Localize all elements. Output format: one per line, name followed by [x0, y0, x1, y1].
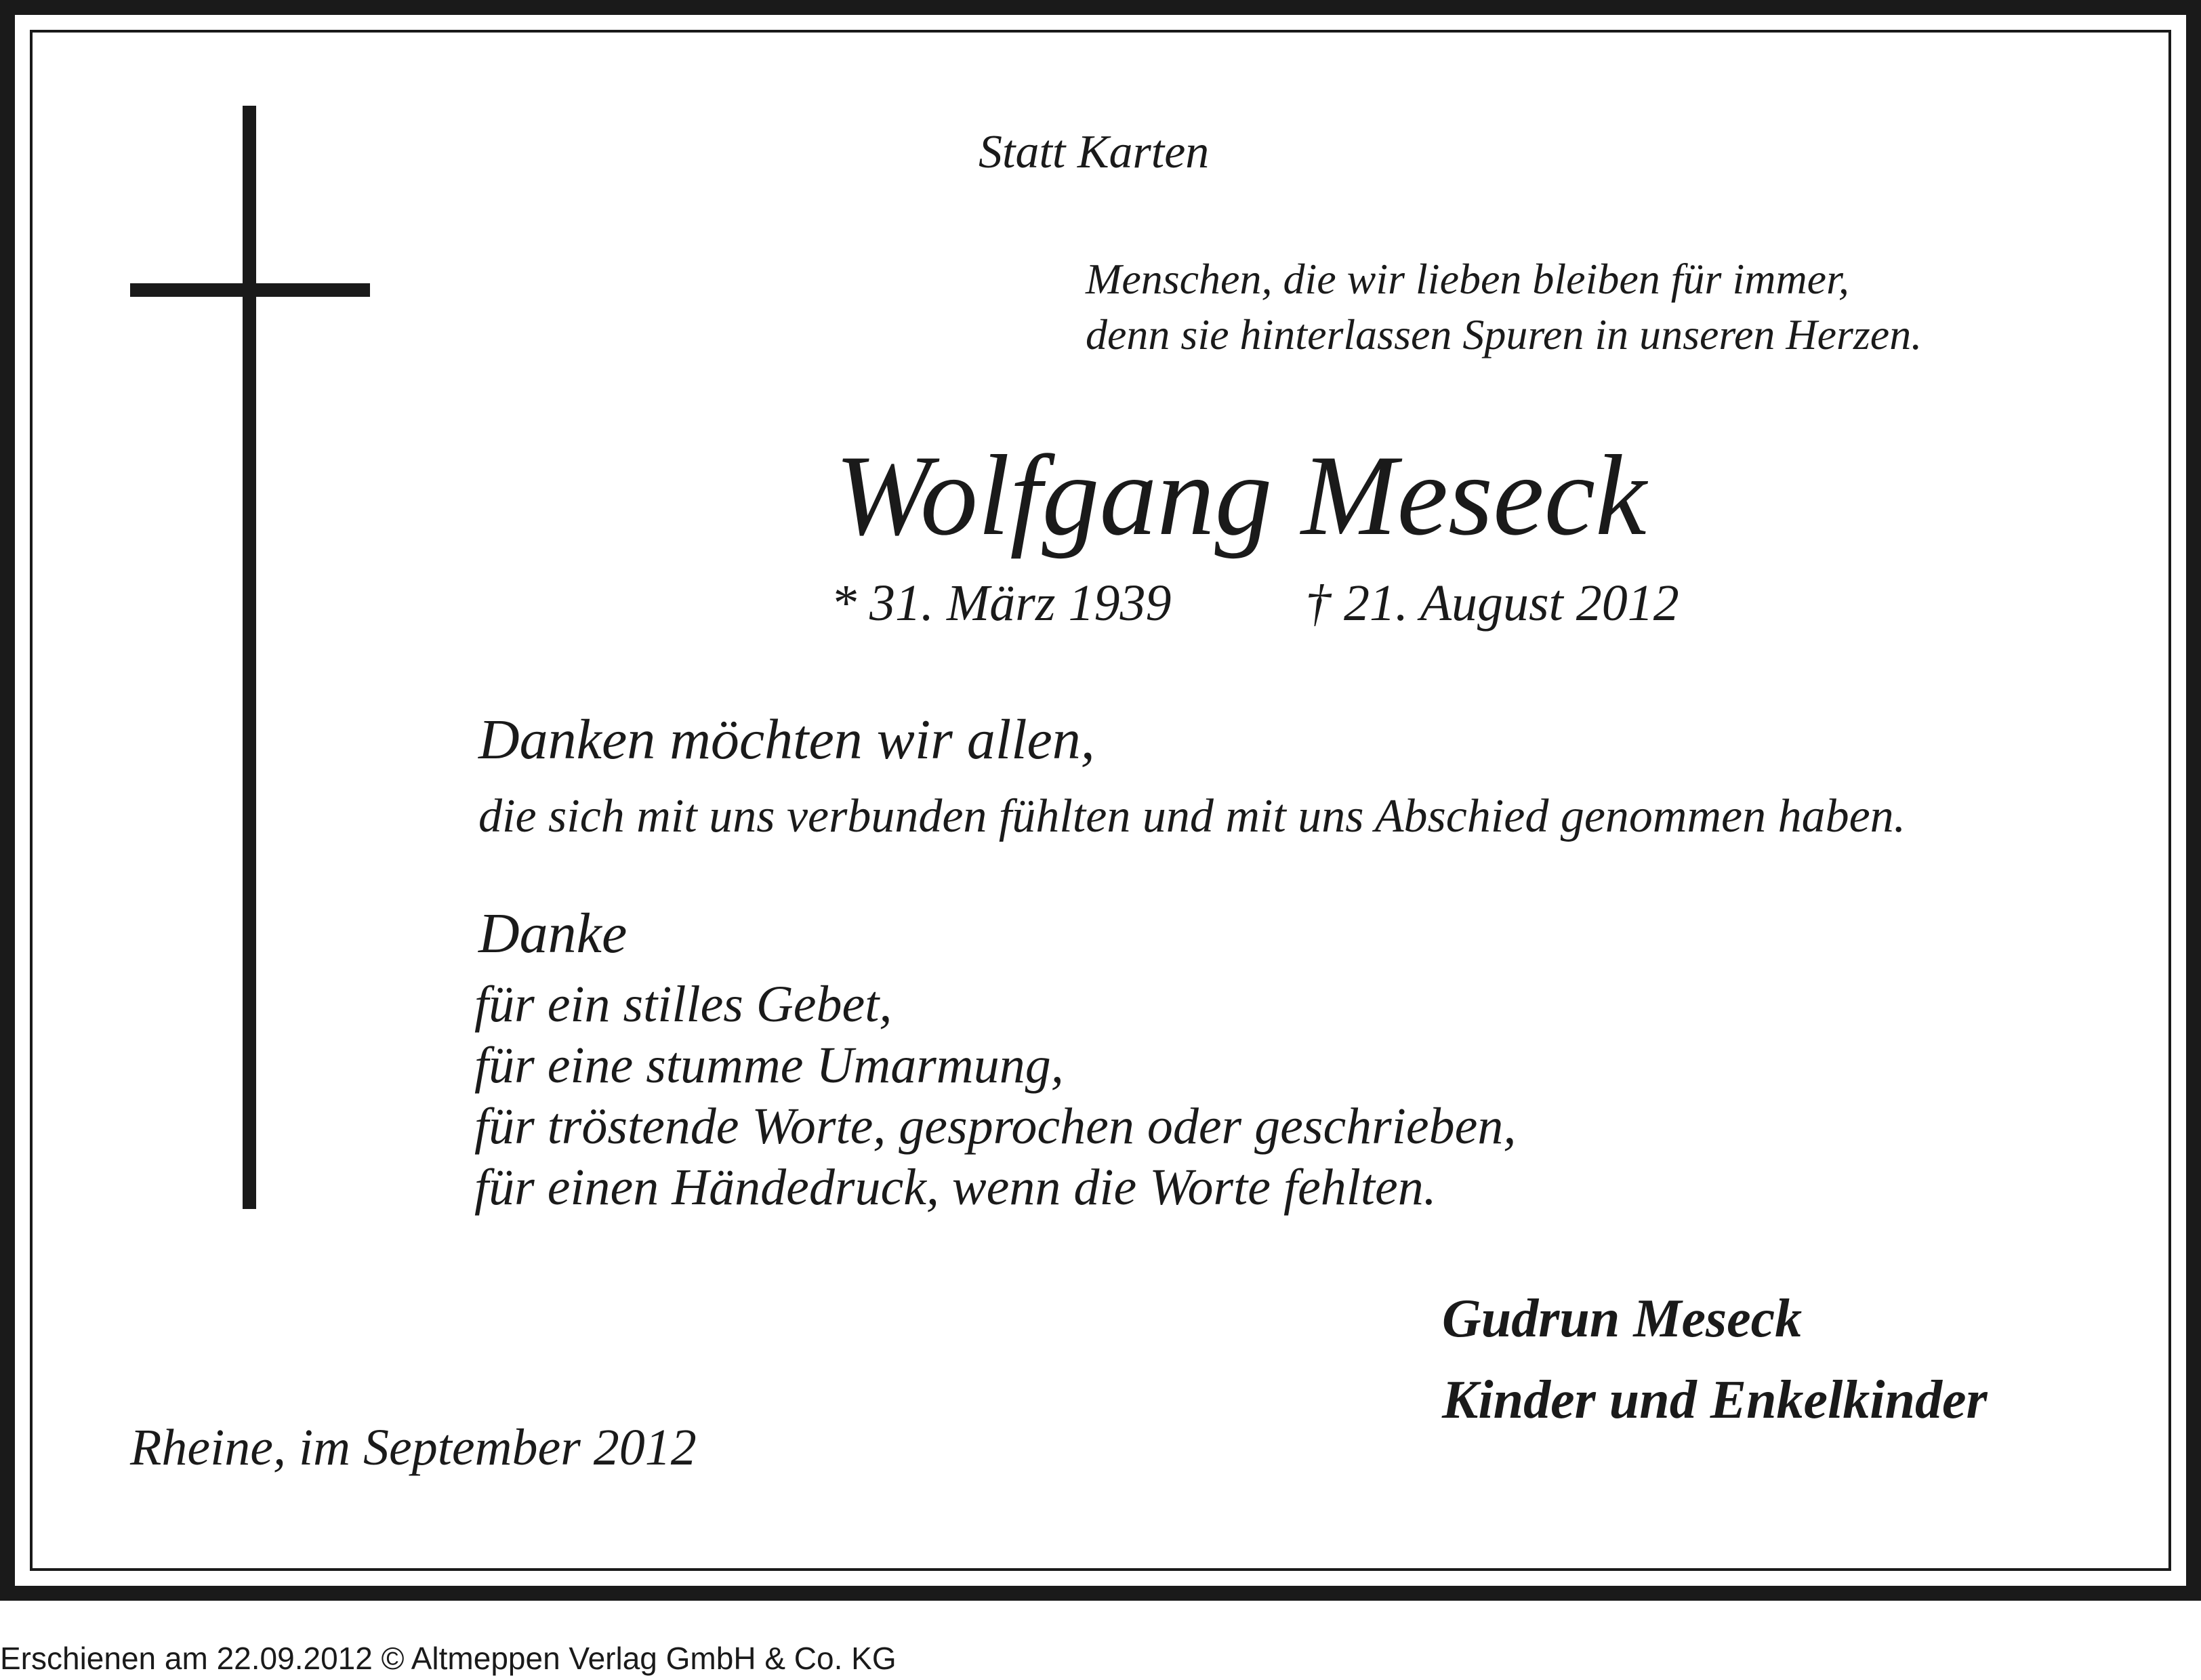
signatory-line-1: Gudrun Meseck — [1442, 1289, 1803, 1349]
quote-line-1: Menschen, die wir lieben bleiben für immer, — [1086, 255, 1849, 303]
cross-icon — [243, 106, 256, 1209]
thanks-line-3: für tröstende Worte, gesprochen oder geschrieben, — [474, 1098, 1517, 1155]
thanks-line-4: für einen Händedruck, wenn die Worte fehlten. — [474, 1159, 1437, 1216]
danke-heading: Danke — [478, 902, 628, 965]
place-date: Rheine, im September 2012 — [130, 1419, 697, 1476]
thanks-line-1: für ein stilles Gebet, — [474, 976, 892, 1033]
deceased-name: Wolfgang Meseck — [835, 432, 1647, 559]
birth-date: * 31. März 1939 — [831, 575, 1172, 632]
header-note: Statt Karten — [979, 126, 1210, 178]
thanks-heading: Danken möchten wir allen, — [478, 708, 1095, 771]
thanks-line-2: für eine stumme Umarmung, — [474, 1037, 1064, 1094]
cross-icon-crossbar — [130, 283, 370, 297]
thanks-subline: die sich mit uns verbunden fühlten und mit uns Abschied genommen haben. — [478, 790, 1906, 842]
signatory-line-2: Kinder und Enkelkinder — [1442, 1370, 1988, 1430]
quote-line-2: denn sie hinterlassen Spuren in unseren Herzen. — [1086, 310, 1922, 358]
publication-footer: Erschienen am 22.09.2012 © Altmeppen Verlag GmbH & Co. KG — [0, 1641, 897, 1676]
death-date: † 21. August 2012 — [1305, 575, 1679, 632]
